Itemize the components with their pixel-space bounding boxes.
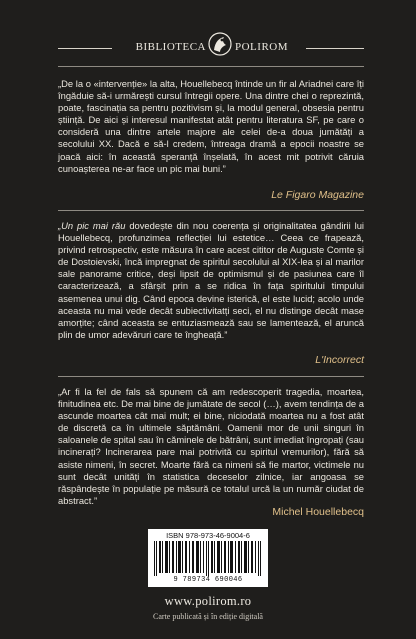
barcode-digits: 9 789734 690046 [173,576,243,584]
publisher-logo-icon [207,30,233,58]
quote-1-text: „De la o «intervenție» la alta, Houellebecq întinde un fir al Ariadnei care îți îngăduie să-i urmărești cursul întregii opere. Una dintre chei o reprezintă, poate, fascinația sa pentru pozitivism și, la modul general, obsesia pentru știință. De aici și interesul manifestat atât pentru literatura SF, pe care o consideră una dintre artele majore ale celei de-a doua jumătăți a secolului XX. Dacă e să-l credem, întreaga dramă a epocii noastre se joacă aici: în această speranță înșelată, în acest mit potrivit căruia cunoașterea ne-ar face un pic mai buni.” [58,78,364,174]
header-rule-right [306,48,364,49]
header-rule-left [58,48,112,49]
publisher-website: www.polirom.ro [164,594,252,608]
quote-2-body: dovedește din nou coerența și originalitatea gândirii lui Houellebecq, profunzimea reflecției lui estetice… Ceea ce frapează, privind retrospectiv, este măsura în care acest cititor de Auguste Comte și de Dostoievski, încă impregnat de spiritul secolului al XIX-lea și al marilor sale panorame critice, deși lipsit de optimismul și de pasiunea care îl caracterizează, a sfârșit prin a se ridica în fața spiritului timpului asemenea unui dig. Când epoca devine isterică, el este lucid; acolo unde aceasta nu mai vede decât subiectivitatți seci, el nu distinge decât mase amorțite; când aceasta se entuziasmează sau se lamentează, el aruncă plin de umor adevăruri care te îngheață.” [58,220,364,340]
digital-edition-note: Carte publicată și în ediție digitală [153,612,263,621]
quote-1-source: Le Figaro Magazine [271,189,364,201]
isbn-barcode-block [148,529,268,587]
publisher-name: POLIROM [235,41,289,53]
divider-2 [58,376,364,377]
quote-2-book-title: „Un pic mai rău [58,220,126,231]
barcode-icon [152,541,264,576]
publisher-header [0,30,416,60]
quote-3-text: „Ar fi la fel de fals să spunem că am redescoperit tragedia, moartea, finitudinea etc. De mai bine de jumătate de secol (…), avem tendința de a ascunde moartea cât mai mult; ei bine, niciodată moartea nu a fost atât de discretă ca în ultimele săptămâni. Oamenii mor de unii singuri în saloanele de spital sau în căminele de bătrâni, sunt imediat îngropați (sau incinerați? Incinerarea pare mai potrivită cu spiritul vremurilor), fără să asiste nimeni, în secret. Moarte fără ca nimeni să fie martor, victimele nu sunt decât unități în statistica deceselor zilnice, iar angoasa se răspândește în populație pe măsură ce totalul urcă la un număr ciudat de abstract.” [58,386,364,506]
quote-2-text [58,220,364,341]
divider-top [58,66,364,67]
isbn-label: ISBN 978-973-46-9004-6 [166,531,250,540]
quote-2-source: L'Incorrect [315,354,364,366]
publisher-series-name: BIBLIOTECA [135,41,206,53]
divider-1 [58,210,364,211]
quote-3-source: Michel Houellebecq [272,506,364,518]
